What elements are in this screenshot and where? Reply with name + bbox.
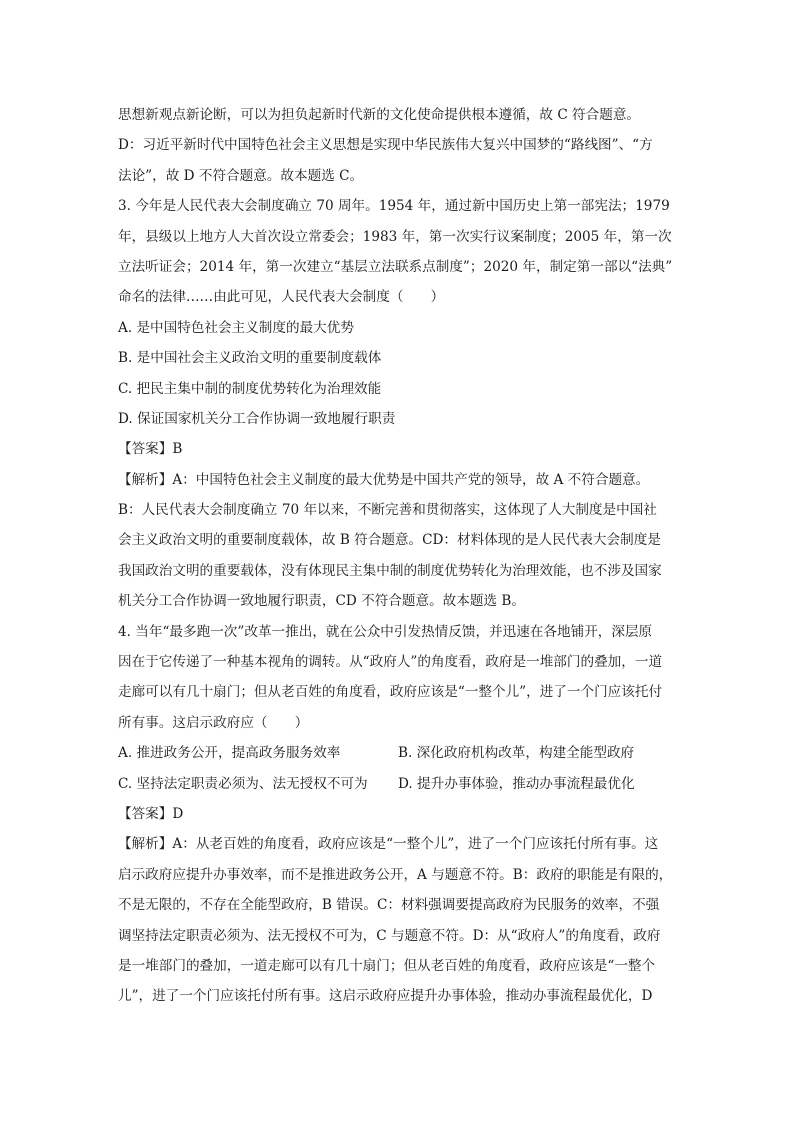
question-4	[118, 617, 678, 1012]
option-c: C. 把民主集中制的制度优势转化为治理效能	[118, 380, 382, 397]
text-line: 思想新观点新论断，可以为担负起新时代新的文化使命提供根本遵循，故 C 符合题意。	[118, 107, 641, 123]
analysis-line: 是一堆部门的叠加，一道走廊可以有几十扇门；但从老百姓的角度看，政府应该是“一整个	[118, 957, 656, 974]
analysis-line: 调坚持法定职责必须为、法无授权不可为，C 与题意不符。D：从“政府人”的角度看，政府	[118, 927, 661, 944]
analysis-line: B：人民代表大会制度确立 70 年以来，不断完善和贯彻落实，这体现了人大制度是中国社	[118, 502, 657, 519]
question-stem-line: 3. 今年是人民代表大会制度确立 70 周年。1954 年，通过新中国历史上第一部宪法；1979	[118, 198, 670, 215]
text-line: 法论”，故 D 不符合题意。故本题选 C。	[118, 167, 364, 184]
option-a: A. 是中国特色社会主义制度的最大优势	[118, 319, 354, 336]
options-row	[118, 738, 678, 768]
question-3	[118, 191, 678, 616]
document-page	[118, 100, 678, 1012]
option-d: D. 保证国家机关分工合作协调一致地履行职责	[118, 410, 396, 427]
analysis-line: 儿”，进了一个门应该托付所有事。这启示政府应提升办事体验，推动办事流程最优化，D	[118, 988, 653, 1005]
q2-analysis-tail	[118, 100, 678, 191]
question-stem-line: 4. 当年“最多跑一次”改革一推出，就在公众中引发热情反馈，并迅速在各地铺开，深层原	[118, 623, 653, 640]
question-stem-line: 立法听证会；2014 年，第一次建立“基层立法联系点制度”；2020 年，制定第一部以“法典”	[118, 258, 673, 275]
question-stem-line: 所有事。这启示政府应（ ）	[118, 714, 309, 731]
option-b: B. 是中国社会主义政治文明的重要制度载体	[118, 350, 382, 367]
question-stem-line: 走廊可以有几十扇门；但从老百姓的角度看，政府应该是“一整个儿”，进了一个门应该托付	[118, 684, 663, 701]
option-a: A. 推进政务公开，提高政务服务效率	[118, 745, 341, 762]
answer-label: 【答案】B	[118, 441, 183, 458]
options-row	[118, 769, 678, 799]
analysis-line: 我国政治文明的重要载体，没有体现民主集中制的制度优势转化为治理效能，也不涉及国家	[118, 562, 662, 579]
analysis-line: 会主义政治文明的重要制度载体，故 B 符合题意。CD：材料体现的是人民代表大会制度是	[118, 532, 661, 549]
option-b: B. 深化政府机构改革，构建全能型政府	[398, 745, 635, 762]
answer-label: 【答案】D	[118, 805, 184, 822]
text-line: D：习近平新时代中国特色社会主义思想是实现中华民族伟大复兴中国梦的“路线图”、“方	[118, 137, 653, 154]
analysis-line: 启示政府应提升办事效率，而不是推进政务公开，A 与题意不符。B：政府的职能是有限的，	[118, 866, 673, 883]
analysis-line: 机关分工合作协调一致地履行职责，CD 不符合题意。故本题选 B。	[118, 593, 525, 610]
analysis-line: 【解析】A：从老百姓的角度看，政府应该是“一整个儿”，进了一个门应该托付所有事。这	[118, 836, 659, 853]
question-stem-line: 命名的法律……由此可见，人民代表大会制度（ ）	[118, 289, 445, 306]
option-c: C. 坚持法定职责必须为、法无授权不可为	[118, 775, 368, 792]
analysis-line: 不是无限的，不存在全能型政府，B 错误。C：材料强调要提高政府为民服务的效率，不强	[118, 897, 660, 914]
question-stem-line: 因在于它传递了一种基本视角的调转。从“政府人”的角度看，政府是一堆部门的叠加，一道	[118, 654, 663, 671]
option-d: D. 提升办事体验，推动办事流程最优化	[398, 775, 635, 792]
analysis-line: 【解析】A：中国特色社会主义制度的最大优势是中国共产党的领导，故 A 不符合题意。	[118, 471, 650, 488]
question-stem-line: 年，县级以上地方人大首次设立常委会；1983 年，第一次实行议案制度；2005 年，第一次	[118, 228, 672, 245]
